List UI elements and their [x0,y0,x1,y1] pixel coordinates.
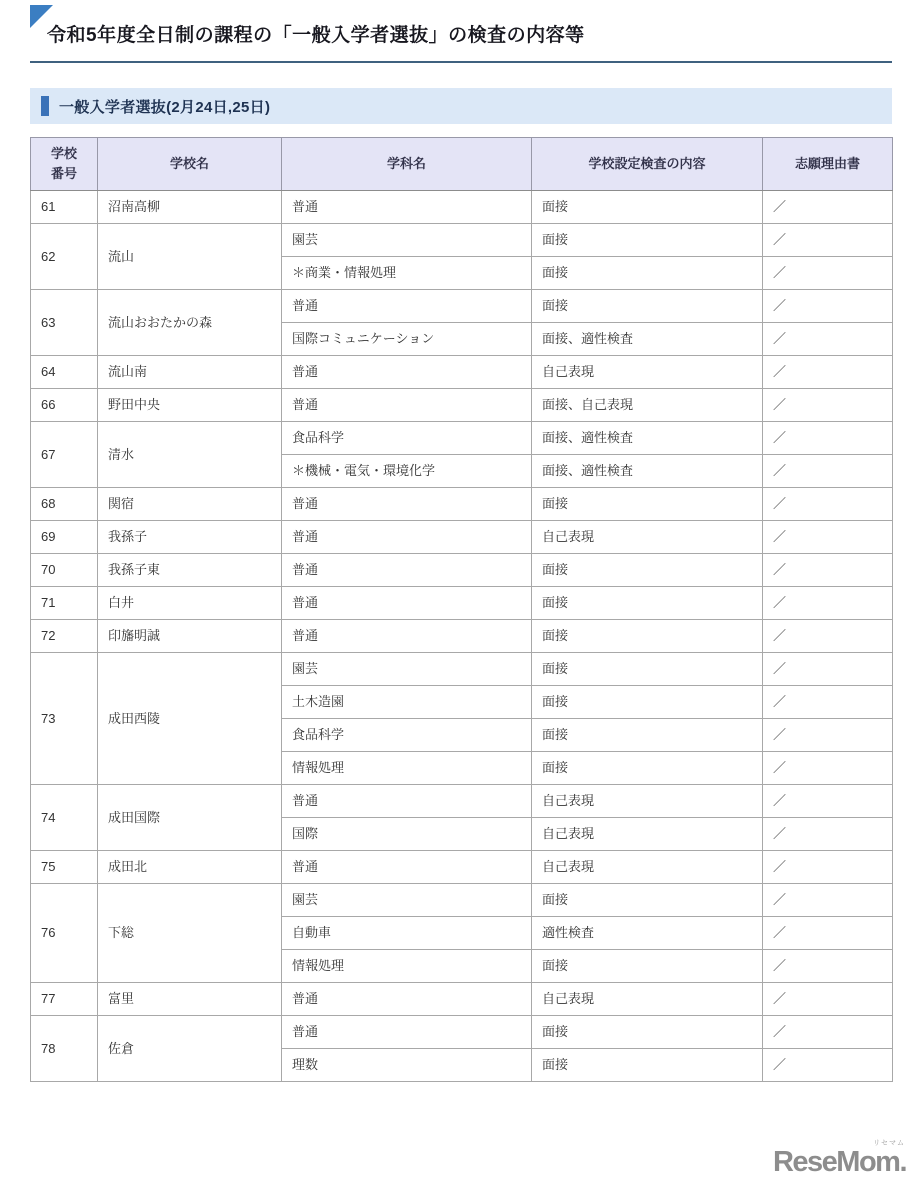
school-name-cell: 関宿 [98,488,282,521]
school-number-cell: 72 [31,620,98,653]
exam-content-cell: 自己表現 [532,983,763,1016]
reason-doc-cell: ／ [763,1016,893,1049]
department-cell: 理数 [282,1049,532,1082]
header-row [31,138,893,191]
table-row [31,785,893,818]
title-divider [30,61,892,63]
school-name-cell: 流山南 [98,356,282,389]
table-row [31,983,893,1016]
school-name-cell: 成田国際 [98,785,282,851]
reason-doc-cell: ／ [763,818,893,851]
reason-doc-cell: ／ [763,290,893,323]
header-school-number [31,138,98,191]
reason-doc-cell: ／ [763,719,893,752]
reason-doc-cell: ／ [763,587,893,620]
header-reason-doc: 志願理由書 [763,138,893,191]
department-cell: 国際コミュニケーション [282,323,532,356]
table-row [31,224,893,257]
exam-content-cell: 面接 [532,752,763,785]
reason-doc-cell: ／ [763,455,893,488]
reason-doc-cell: ／ [763,983,893,1016]
department-cell: 普通 [282,983,532,1016]
reason-doc-cell: ／ [763,884,893,917]
exam-content-cell: 自己表現 [532,851,763,884]
school-name-cell: 我孫子 [98,521,282,554]
school-name-cell: 清水 [98,422,282,488]
department-cell: 土木造園 [282,686,532,719]
school-number-cell: 62 [31,224,98,290]
school-name-cell: 流山おおたかの森 [98,290,282,356]
department-cell: 普通 [282,356,532,389]
table-row [31,422,893,455]
department-cell: 普通 [282,290,532,323]
page-title: 令和5年度全日制の課程の「一般入学者選抜」の検査の内容等 [47,25,585,46]
school-name-cell: 佐倉 [98,1016,282,1082]
school-name-cell: 我孫子東 [98,554,282,587]
school-number-cell: 77 [31,983,98,1016]
department-cell: 食品科学 [282,719,532,752]
table-row [31,653,893,686]
table-row [31,488,893,521]
exam-content-cell: 面接 [532,686,763,719]
exam-content-cell: 面接 [532,554,763,587]
reason-doc-cell: ／ [763,521,893,554]
reason-doc-cell: ／ [763,356,893,389]
school-number-cell: 71 [31,587,98,620]
reason-doc-cell: ／ [763,1049,893,1082]
school-number-cell: 67 [31,422,98,488]
table-row [31,587,893,620]
exam-content-cell: 適性検査 [532,917,763,950]
header-exam-content: 学校設定検査の内容 [532,138,763,191]
exam-content-cell: 面接 [532,653,763,686]
table-row [31,389,893,422]
section-title: 一般入学者選抜(2月24日,25日) [59,98,271,116]
exam-content-cell: 自己表現 [532,356,763,389]
department-cell: 園芸 [282,884,532,917]
school-name-cell: 野田中央 [98,389,282,422]
exam-content-cell: 面接、適性検査 [532,323,763,356]
department-cell: 情報処理 [282,950,532,983]
exam-content-cell: 面接 [532,1049,763,1082]
exam-content-cell: 面接 [532,191,763,224]
table-row [31,521,893,554]
department-cell: 食品科学 [282,422,532,455]
exam-table [30,137,893,1082]
school-number-cell: 69 [31,521,98,554]
header-school-number-label: 学校番号 [51,145,78,181]
reason-doc-cell: ／ [763,917,893,950]
resemom-logo [772,1138,906,1186]
reason-doc-cell: ／ [763,851,893,884]
exam-content-cell: 面接 [532,488,763,521]
exam-content-cell: 自己表現 [532,785,763,818]
school-name-cell: 成田北 [98,851,282,884]
school-number-cell: 76 [31,884,98,983]
reason-doc-cell: ／ [763,653,893,686]
school-name-cell: 白井 [98,587,282,620]
school-number-cell: 61 [31,191,98,224]
school-number-cell: 75 [31,851,98,884]
table-row [31,620,893,653]
department-cell: 普通 [282,620,532,653]
reason-doc-cell: ／ [763,488,893,521]
department-cell: 普通 [282,488,532,521]
header-school-name: 学校名 [98,138,282,191]
department-cell: 自動車 [282,917,532,950]
department-cell: ＊商業・情報処理 [282,257,532,290]
reason-doc-cell: ／ [763,620,893,653]
school-number-cell: 63 [31,290,98,356]
school-number-cell: 73 [31,653,98,785]
exam-content-cell: 自己表現 [532,521,763,554]
reason-doc-cell: ／ [763,323,893,356]
department-cell: 園芸 [282,224,532,257]
table-row [31,884,893,917]
exam-content-cell: 面接 [532,290,763,323]
department-cell: 園芸 [282,653,532,686]
department-cell: 普通 [282,785,532,818]
table-row [31,356,893,389]
exam-content-cell: 面接 [532,257,763,290]
school-number-cell: 68 [31,488,98,521]
school-number-cell: 64 [31,356,98,389]
exam-content-cell: 面接 [532,224,763,257]
reason-doc-cell: ／ [763,752,893,785]
reason-doc-cell: ／ [763,554,893,587]
reason-doc-cell: ／ [763,422,893,455]
department-cell: 情報処理 [282,752,532,785]
school-number-cell: 74 [31,785,98,851]
school-name-cell: 印旛明誠 [98,620,282,653]
department-cell: 普通 [282,1016,532,1049]
exam-content-cell: 面接、適性検査 [532,422,763,455]
school-number-cell: 70 [31,554,98,587]
exam-content-cell: 面接 [532,884,763,917]
header-department: 学科名 [282,138,532,191]
exam-content-cell: 面接、適性検査 [532,455,763,488]
resemom-logo-text: ReseMom. [772,1146,906,1178]
department-cell: 国際 [282,818,532,851]
department-cell: 普通 [282,191,532,224]
school-name-cell: 富里 [98,983,282,1016]
department-cell: 普通 [282,521,532,554]
table-row [31,851,893,884]
reason-doc-cell: ／ [763,257,893,290]
table-row [31,290,893,323]
exam-content-cell: 面接、自己表現 [532,389,763,422]
department-cell: 普通 [282,587,532,620]
exam-table-head [31,138,893,191]
reason-doc-cell: ／ [763,224,893,257]
school-name-cell: 成田西陵 [98,653,282,785]
exam-content-cell: 面接 [532,719,763,752]
exam-content-cell: 自己表現 [532,818,763,851]
reason-doc-cell: ／ [763,785,893,818]
reason-doc-cell: ／ [763,191,893,224]
school-number-cell: 66 [31,389,98,422]
exam-table-body [31,191,893,1082]
section-header [30,88,892,124]
section-marker-icon [41,96,49,116]
table-row [31,554,893,587]
school-name-cell: 沼南高柳 [98,191,282,224]
department-cell: 普通 [282,554,532,587]
reason-doc-cell: ／ [763,686,893,719]
department-cell: 普通 [282,389,532,422]
table-row [31,1016,893,1049]
table-row [31,191,893,224]
department-cell: ＊機械・電気・環境化学 [282,455,532,488]
reason-doc-cell: ／ [763,389,893,422]
reason-doc-cell: ／ [763,950,893,983]
exam-content-cell: 面接 [532,1016,763,1049]
exam-content-cell: 面接 [532,587,763,620]
exam-content-cell: 面接 [532,950,763,983]
exam-content-cell: 面接 [532,620,763,653]
department-cell: 普通 [282,851,532,884]
school-number-cell: 78 [31,1016,98,1082]
school-name-cell: 流山 [98,224,282,290]
school-name-cell: 下総 [98,884,282,983]
resemom-logo-ruby: リセマム [873,1140,905,1147]
